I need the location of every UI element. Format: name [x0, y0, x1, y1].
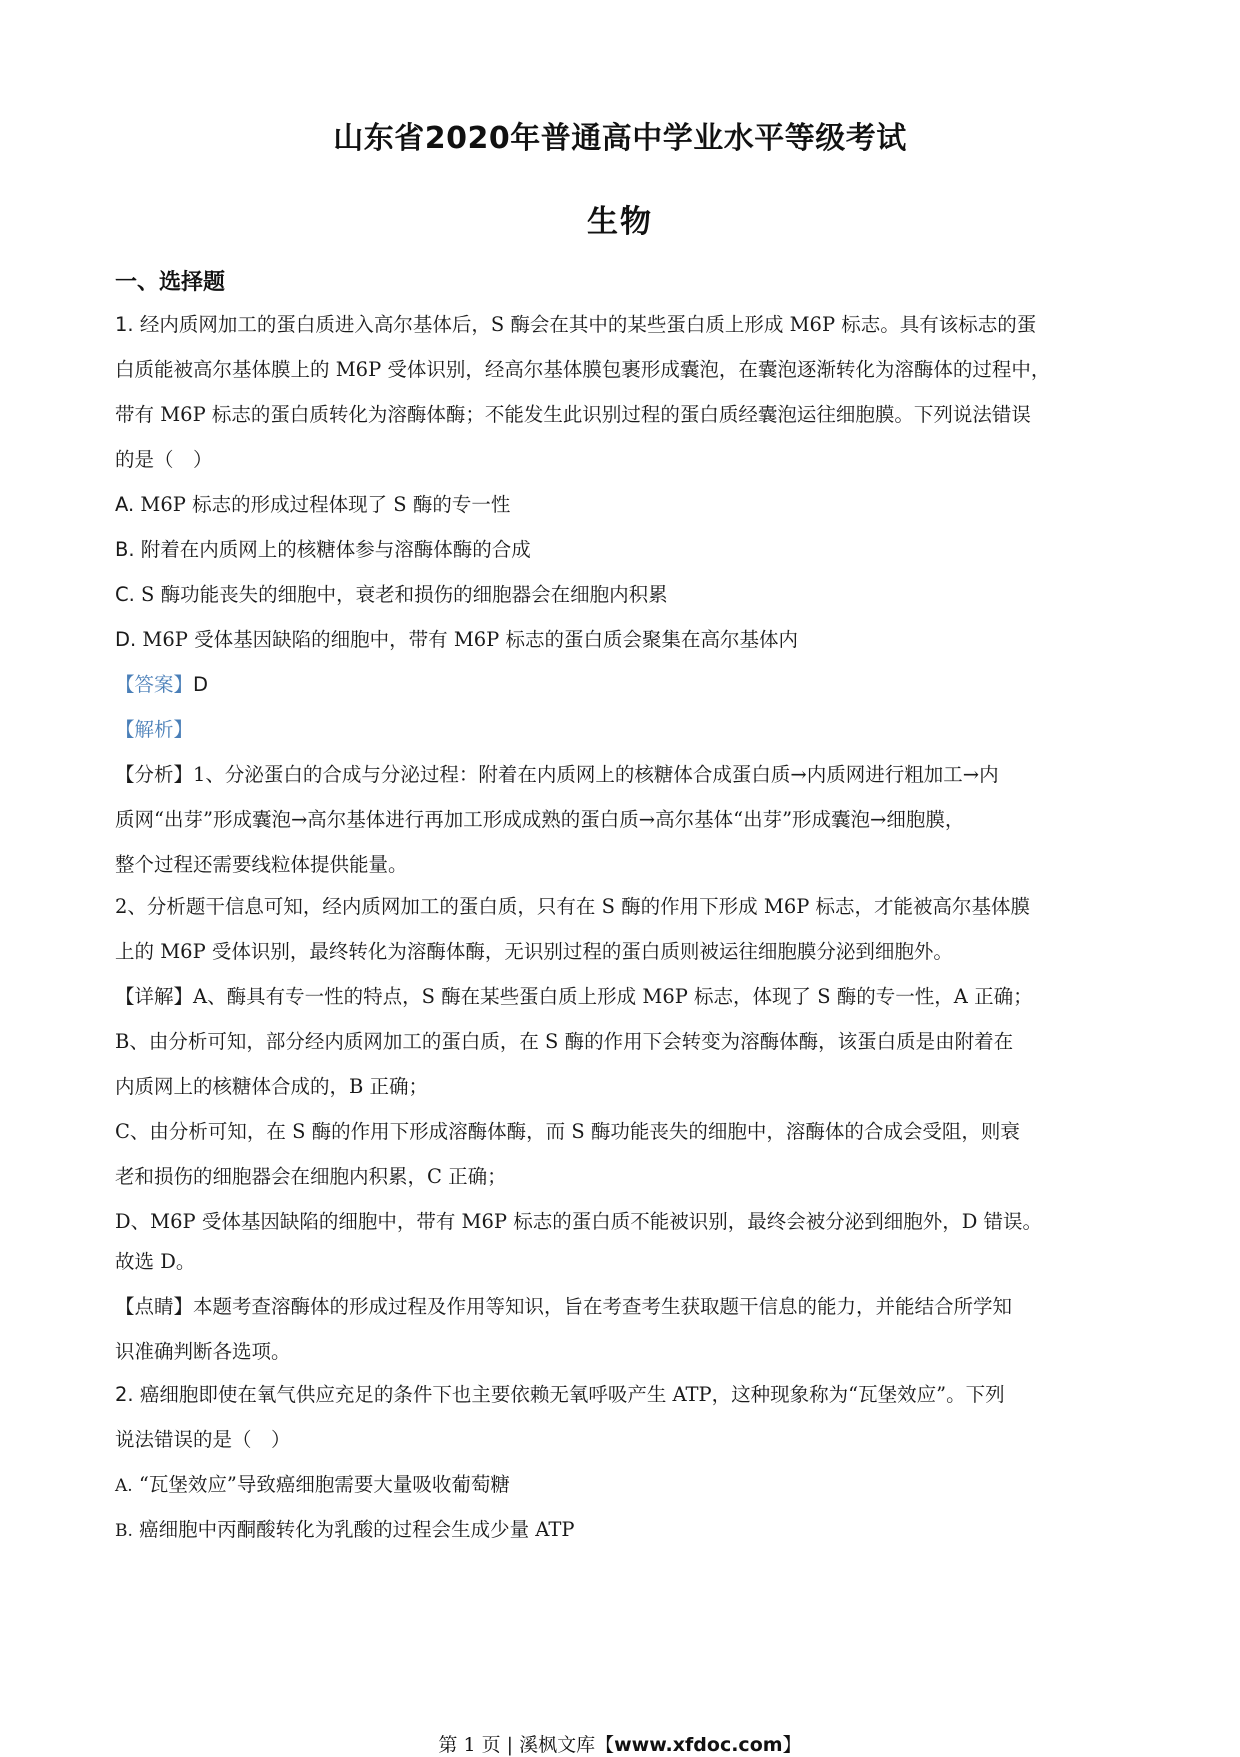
option-text: “瓦堡效应”导致癌细胞需要大量吸收葡萄糖	[138, 1473, 510, 1496]
option-text: M6P 标志的形成过程体现了 S 酶的专一性	[140, 493, 511, 516]
fenxi-text: 1、分泌蛋白的合成与分泌过程：附着在内质网上的核糖体合成蛋白质→内质网进行粗加工→内	[193, 763, 999, 786]
footer-page-number: 1	[463, 1734, 476, 1756]
option-letter: A.	[115, 1476, 133, 1496]
q1-option-d	[115, 625, 798, 655]
q1-answer	[115, 670, 208, 700]
q1-stem-line	[115, 310, 1036, 340]
option-letter: C.	[115, 583, 135, 606]
q2-stem-line	[115, 1380, 1005, 1410]
fenxi-label: 【分析】	[115, 763, 194, 786]
q1-fenxi-line: 整个过程还需要线粒体提供能量。	[115, 853, 408, 876]
q2-option-b	[115, 1515, 574, 1546]
option-text: M6P 受体基因缺陷的细胞中，带有 M6P 标志的蛋白质会聚集在高尔基体内	[142, 628, 799, 651]
q1-option-a	[115, 490, 510, 520]
exam-title: 山东省2020年普通高中学业水平等级考试	[333, 121, 907, 156]
section-heading: 一、选择题	[115, 270, 226, 295]
q2-option-a	[115, 1470, 510, 1501]
dianjing-label: 【点睛】	[115, 1295, 194, 1318]
q1-fenxi-line: 2、分析题干信息可知，经内质网加工的蛋白质，只有在 S 酶的作用下形成 M6P 标志，才能被高尔基体膜	[115, 895, 1031, 918]
option-letter: B.	[115, 1521, 133, 1541]
q1-xiangjie-line: 故选 D。	[115, 1250, 196, 1273]
q1-option-c	[115, 580, 668, 610]
xiangjie-label: 【详解】	[115, 985, 194, 1008]
q1-dianjing-line	[115, 1292, 1012, 1322]
option-letter: D.	[115, 628, 137, 651]
answer-value: D	[193, 673, 209, 696]
footer-page-prefix: 第	[438, 1734, 464, 1756]
q1-xiangjie-line: 老和损伤的细胞器会在细胞内积累，C 正确；	[115, 1165, 507, 1188]
q1-xiangjie-line: B、由分析可知，部分经内质网加工的蛋白质，在 S 酶的作用下会转变为溶酶体酶，该蛋白质是由附着在	[115, 1030, 1014, 1053]
q1-number: 1.	[115, 313, 134, 336]
q1-stem-text: 经内质网加工的蛋白质进入高尔基体后，S 酶会在其中的某些蛋白质上形成 M6P 标志。具有该标志的蛋	[139, 313, 1037, 336]
q2-stem-text: 癌细胞即使在氧气供应充足的条件下也主要依赖无氧呼吸产生 ATP，这种现象称为“瓦堡效应”。下列	[139, 1383, 1005, 1406]
q1-fenxi-line: 质网“出芽”形成囊泡→高尔基体进行再加工形成成熟的蛋白质→高尔基体“出芽”形成囊泡→细胞膜，	[115, 808, 965, 831]
q1-fenxi-line	[115, 760, 999, 790]
q2-stem-line: 说法错误的是（ ）	[115, 1428, 291, 1451]
q1-dianjing-line: 识准确判断各选项。	[115, 1340, 291, 1363]
q1-option-b	[115, 535, 531, 565]
option-letter: A.	[115, 493, 135, 516]
q1-xiangjie-line	[115, 982, 1033, 1012]
q1-fenxi-line: 上的 M6P 受体识别，最终转化为溶酶体酶，无识别过程的蛋白质则被运往细胞膜分泌到细胞外。	[115, 940, 953, 963]
q1-stem-line: 带有 M6P 标志的蛋白质转化为溶酶体酶；不能发生此识别过程的蛋白质经囊泡运往细胞膜。下列说法错误	[115, 403, 1031, 426]
dianjing-text: 本题考查溶酶体的形成过程及作用等知识，旨在考查考生获取题干信息的能力，并能结合所学知	[193, 1295, 1013, 1318]
footer-site-link[interactable]: www.xfdoc.com	[614, 1734, 783, 1756]
page-footer	[0, 1730, 1240, 1757]
q1-stem-line: 白质能被高尔基体膜上的 M6P 受体识别，经高尔基体膜包裹形成囊泡，在囊泡逐渐转化为溶酶体的过程中，	[115, 358, 1051, 381]
footer-bracket-close: 】	[782, 1734, 802, 1756]
footer-page-suffix: 页 | 溪枫文库	[475, 1734, 596, 1756]
q1-xiangjie-line: C、由分析可知，在 S 酶的作用下形成溶酶体酶，而 S 酶功能丧失的细胞中，溶酶体的合成会受阻，则衰	[115, 1120, 1020, 1143]
subject-title: 生物	[587, 204, 653, 240]
q2-number: 2.	[115, 1383, 134, 1406]
q1-analysis-label: 【解析】	[115, 718, 194, 741]
q1-xiangjie-line: D、M6P 受体基因缺陷的细胞中，带有 M6P 标志的蛋白质不能被识别，最终会被分泌到细胞外，D 错误。	[115, 1210, 1043, 1233]
q1-stem-line: 的是（ ）	[115, 448, 213, 471]
option-text: 癌细胞中丙酮酸转化为乳酸的过程会生成少量 ATP	[139, 1518, 575, 1541]
option-text: S 酶功能丧失的细胞中，衰老和损伤的细胞器会在细胞内积累	[141, 583, 668, 606]
xiangjie-text: A、酶具有专一性的特点，S 酶在某些蛋白质上形成 M6P 标志，体现了 S 酶的专一性，A 正确；	[193, 985, 1033, 1008]
q1-xiangjie-line: 内质网上的核糖体合成的，B 正确；	[115, 1075, 429, 1098]
option-letter: B.	[115, 538, 135, 561]
option-text: 附着在内质网上的核糖体参与溶酶体酶的合成	[140, 538, 531, 561]
footer-bracket-open: 【	[595, 1734, 615, 1756]
answer-label: 【答案】	[115, 673, 194, 696]
